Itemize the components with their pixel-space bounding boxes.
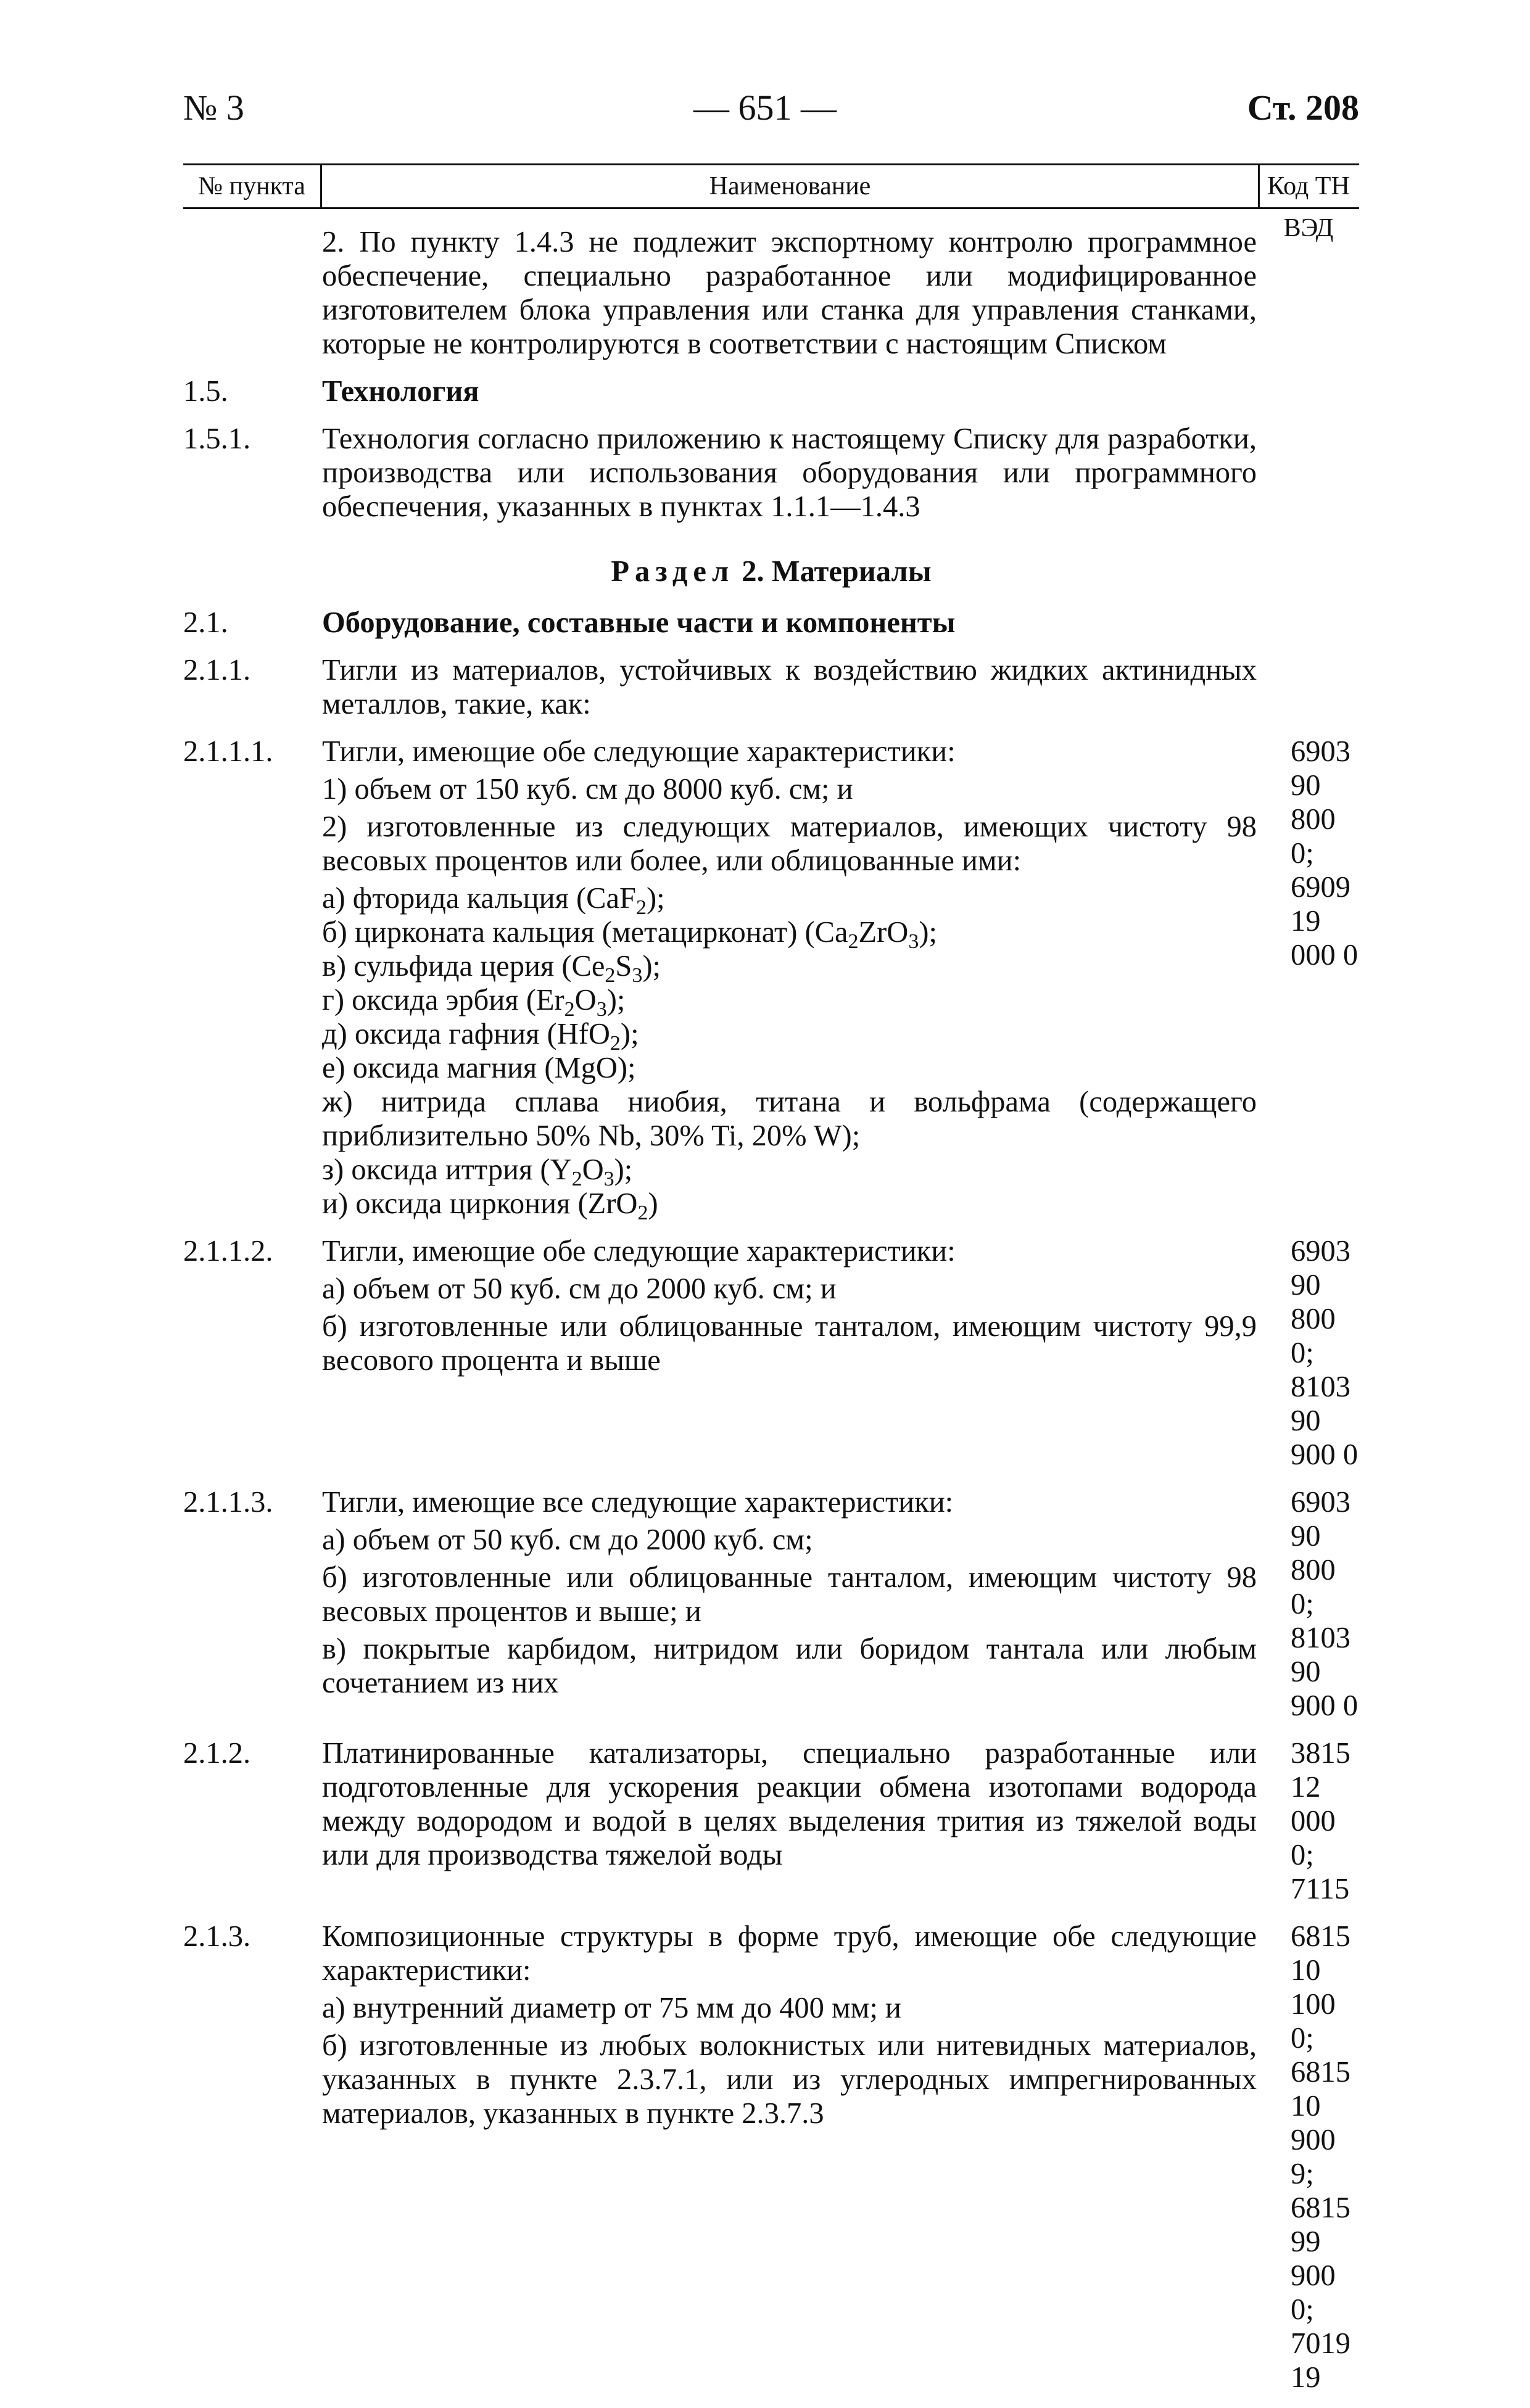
material-line: д) оксида гафния (HfO$_2$); <box>322 1018 639 1055</box>
item-code <box>1257 1234 1359 1472</box>
material-line: г) оксида эрбия $(Er_2O_3)$; <box>322 984 626 1021</box>
item-name <box>322 1919 1257 2394</box>
tnved-code: 6903 90 800 0; <box>1291 1486 1350 1620</box>
material-line: в) сульфида церия $(Ce_2S_3)$; <box>322 950 661 987</box>
item-line: Тигли, имеющие все следующие характеристики: <box>322 1486 954 1519</box>
item-code <box>1257 1736 1359 1906</box>
item-number: 2.1.1.2. <box>183 1235 273 1268</box>
tnved-code: 7115 <box>1291 1873 1350 1905</box>
material-line: ж) нитрида сплава ниобия, титана и вольфрама (содержащего приблизительно 50% Nb, 30% Ti, 20% W); <box>322 1086 1257 1152</box>
item-line: а) объем от 50 куб. см до 2000 куб. см; и <box>322 1272 837 1305</box>
column-header-code: Код ТН ВЭД <box>1267 172 1350 242</box>
item-line: а) внутренний диаметр от 75 мм до 400 мм; и <box>322 1992 901 2024</box>
article-number: Ст. 208 <box>1247 88 1359 128</box>
item-number: 2.1.1. <box>183 654 251 687</box>
material-line: и) оксида циркония (ZrO$_2$) <box>322 1187 658 1224</box>
tnved-code: 7019 19 <box>1291 2327 1350 2394</box>
item-number: 2.1.1.1. <box>183 735 273 768</box>
item-code <box>1257 653 1359 721</box>
section-prefix: Раздел <box>611 555 735 588</box>
item-number: 2.1.2. <box>183 1737 251 1770</box>
table-row <box>183 422 1359 524</box>
material-line: з) оксида иттрия $(Y_2O_3)$; <box>322 1153 633 1190</box>
note-text: 2. По пункту 1.4.3 не подлежит экспортному контролю программное обеспечение, специально разработанное или модифицированное изготовителем блока управления или станка для управления станками, которые не контролируются в соответствии с настоящим Списком <box>322 226 1257 360</box>
item-line: б) изготовленные из любых волокнистых или нитевидных материалов, указанных в пункте 2.3.7.1, или из углеродных импрегнированных материалов, указанных в пункте 2.3.7.3 <box>322 2029 1257 2130</box>
item-line: а) объем от 50 куб. см до 2000 куб. см; <box>322 1524 813 1556</box>
section-heading <box>183 555 1359 588</box>
table-row <box>183 225 1359 361</box>
table-row <box>183 374 1359 408</box>
item-line: 2) изготовленные из следующих материалов, имеющих чистоту 98 весовых процентов или более, или облицованные ими: <box>322 810 1257 877</box>
table-row <box>183 735 1359 1224</box>
column-header-num: № пункта <box>198 172 305 200</box>
item-name <box>322 735 1257 1224</box>
item-code <box>1257 735 1359 1221</box>
item-line: в) покрытые карбидом, нитридом или боридом тантала или любым сочетанием из них <box>322 1633 1257 1699</box>
item-code <box>1257 1485 1359 1723</box>
tnved-code: 6815 10 900 9; <box>1291 2056 1350 2190</box>
item-line: б) изготовленные или облицованные танталом, имеющим чистоту 98 весовых процентов и выше; и <box>322 1561 1257 1628</box>
item-number: 1.5. <box>183 375 228 408</box>
item-number <box>183 225 322 361</box>
table-row <box>183 1919 1359 2394</box>
item-number: 2.1.1.3. <box>183 1486 273 1519</box>
table-header <box>183 163 1359 242</box>
item-line: Тигли, имеющие обе следующие характеристики: <box>322 735 956 768</box>
item-number: 1.5.1. <box>183 423 251 455</box>
item-name <box>322 1485 1257 1723</box>
table-row <box>183 653 1359 721</box>
tnved-code: 6815 99 900 0; <box>1291 2192 1350 2326</box>
tnved-code: 6815 10 100 0; <box>1291 1920 1350 2055</box>
tnved-code: 6903 90 800 0; <box>1291 735 1350 870</box>
table-row <box>183 1485 1359 1723</box>
item-code <box>1257 374 1359 408</box>
item-name: Технология согласно приложению к настоящему Списку для разработки, производства или использования оборудования или программного обеспечения, указанных в пунктах 1.1.1—1.4.3 <box>322 423 1257 523</box>
item-code <box>1257 1919 1359 2394</box>
item-code <box>1257 225 1359 361</box>
material-line: е) оксида магния (MgO); <box>322 1052 636 1084</box>
item-name: Тигли из материалов, устойчивых к воздействию жидких актинидных металлов, такие, как: <box>322 654 1257 720</box>
item-line: Тигли, имеющие обе следующие характеристики: <box>322 1235 956 1268</box>
page-number: — 651 — <box>693 88 837 128</box>
tnved-code: 6909 19 000 0 <box>1291 871 1358 971</box>
page-issue-number: № 3 <box>183 88 244 128</box>
item-code <box>1257 422 1359 524</box>
tnved-code: 8103 90 900 0 <box>1291 1622 1358 1722</box>
tnved-code: 3815 12 000 0; <box>1291 1737 1350 1871</box>
tnved-code: 8103 90 900 0 <box>1291 1371 1358 1471</box>
item-title: Технология <box>322 375 479 408</box>
item-name: Платинированные катализаторы, специально разработанные или подготовленные для ускорения реакции обмена изотопами водорода между водородом и водой в целях выделения трития из тяжелой воды или для производства тяжелой воды <box>322 1737 1257 1871</box>
column-header-name: Наименование <box>320 165 1260 207</box>
table-row <box>183 1736 1359 1906</box>
item-line: 1) объем от 150 куб. см до 8000 куб. см; и <box>322 773 853 806</box>
material-line: б) цирконата кальция (метацирконат) $(Ca_2ZrO_3)$; <box>322 916 937 953</box>
document-body <box>183 225 1359 2408</box>
item-name <box>322 1234 1257 1472</box>
material-line: а) фторида кальция (CaF$_2$); <box>322 882 665 919</box>
item-number: 2.1. <box>183 606 228 639</box>
item-number: 2.1.3. <box>183 1920 251 1953</box>
item-line: б) изготовленные или облицованные танталом, имеющим чистоту 99,9 весового процента и выше <box>322 1310 1257 1377</box>
item-line: Композиционные структуры в форме труб, имеющие обе следующие характеристики: <box>322 1920 1257 1987</box>
item-code <box>1257 606 1359 640</box>
item-title: Оборудование, составные части и компоненты <box>322 606 956 639</box>
table-row <box>183 606 1359 640</box>
tnved-code: 6903 90 800 0; <box>1291 1235 1350 1369</box>
table-row <box>183 1234 1359 1472</box>
section-title: 2. Материалы <box>742 555 932 588</box>
